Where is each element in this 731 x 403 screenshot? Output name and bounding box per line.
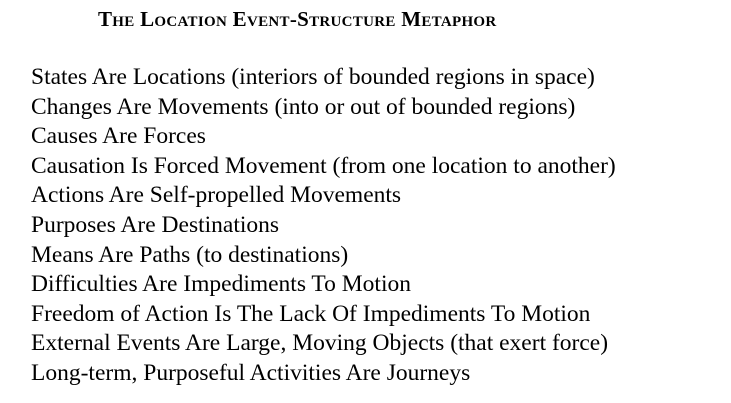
list-item: External Events Are Large, Moving Objects (that exert force) xyxy=(31,330,609,357)
list-item: Causation Is Forced Movement (from one location to another) xyxy=(31,152,616,179)
list-item: Long-term, Purposeful Activities Are Journeys xyxy=(31,359,471,386)
metaphor-list xyxy=(31,63,616,389)
list-item: Freedom of Action Is The Lack Of Impediments To Motion xyxy=(31,300,591,327)
list-item: Changes Are Movements (into or out of bounded regions) xyxy=(31,93,576,120)
list-item: Means Are Paths (to destinations) xyxy=(31,241,349,268)
list-item: Actions Are Self-propelled Movements xyxy=(31,182,402,209)
list-item: Difficulties Are Impediments To Motion xyxy=(31,271,411,298)
list-item: States Are Locations (interiors of bounded regions in space) xyxy=(31,64,595,90)
list-item: Purposes Are Destinations xyxy=(31,211,280,238)
page-title: The Location Event-Structure Metaphor xyxy=(98,7,497,31)
list-item: Causes Are Forces xyxy=(31,123,206,150)
